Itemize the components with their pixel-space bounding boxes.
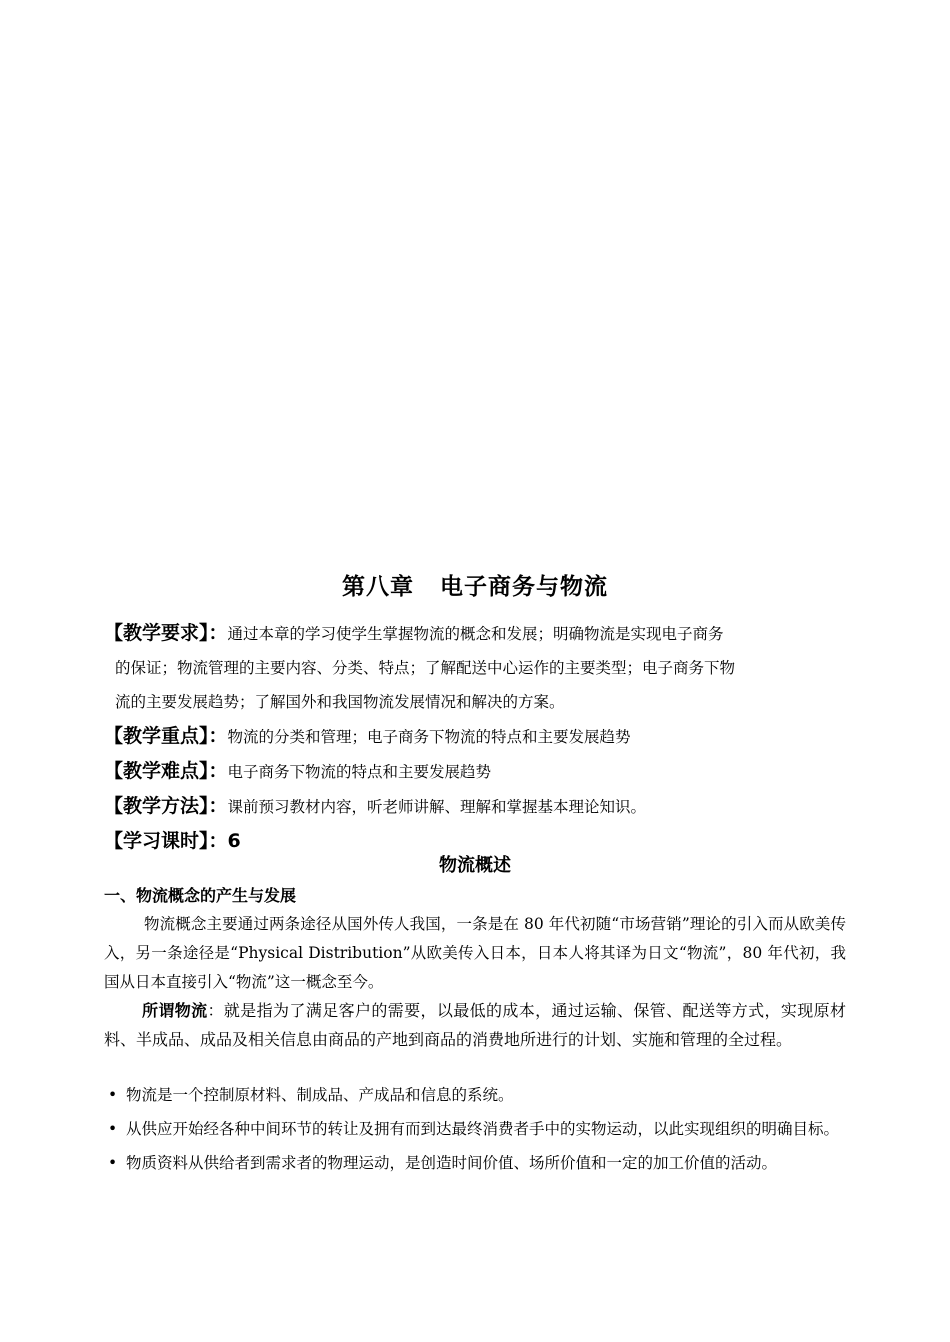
meta-value: 课前预习教材内容，听老师讲解、理解和掌握基本理论知识。: [227, 798, 647, 816]
list-item: [104, 1149, 846, 1177]
teaching-difficulties: [104, 754, 846, 789]
section-title: 物流概述: [439, 855, 511, 876]
definition-term: 所谓物流: [142, 1001, 208, 1020]
bullet-icon: •: [108, 1154, 118, 1172]
meta-key: 【学习课时】: [104, 830, 209, 852]
teaching-info: [104, 616, 846, 859]
teaching-requirements-cont-1: 的保证；物流管理的主要内容、分类、特点；了解配送中心运作的主要类型；电子商务下物: [115, 659, 736, 677]
teaching-method: [104, 789, 846, 824]
bullet-icon: •: [108, 1086, 118, 1104]
subsection-title: 一、物流概念的产生与发展: [104, 886, 297, 905]
teaching-key-points: [104, 719, 846, 754]
meta-sep: ：: [208, 795, 228, 817]
meta-sep: ：: [208, 760, 228, 782]
meta-sep: ：: [208, 622, 228, 644]
paragraph-text: 物流概念主要通过两条途径从国外传人我国，一条是在 80 年代初随“市场营销”理论的引入而从欧美传入，另一条途径是“Physical Distribution”从欧美传入日本，日本人将其译为日文“物流”，80 年代初，我国从日本直接引入“物流”这一概念至今。: [104, 915, 846, 991]
bullet-list: [104, 1081, 846, 1183]
list-item-text: 从供应开始经各种中间环节的转让及拥有而到达最终消费者手中的实物运动，以此实现组织的明确目标。: [126, 1120, 840, 1138]
chapter-title: [0, 572, 950, 602]
list-item-text: 物质资料从供给者到需求者的物理运动，是创造时间价值、场所价值和一定的加工价值的活动。: [126, 1154, 778, 1172]
list-item-text: 物流是一个控制原材料、制成品、产成品和信息的系统。: [126, 1086, 514, 1104]
meta-key: 【教学重点】: [104, 725, 209, 747]
meta-value: 电子商务下物流的特点和主要发展趋势: [227, 763, 492, 781]
definition-text: ：就是指为了满足客户的需要，以最低的成本，通过运输、保管、配送等方式，实现原材料、半成品、成品及相关信息由商品的产地到商品的消费地所进行的计划、实施和管理的全过程。: [104, 1001, 846, 1049]
teaching-requirements: [104, 616, 846, 651]
list-item: [104, 1081, 846, 1109]
bullet-icon: •: [108, 1120, 118, 1138]
chapter-number: 第八章: [342, 574, 414, 600]
meta-sep: ：: [208, 830, 228, 852]
meta-sep: ：: [208, 725, 228, 747]
paragraph-origin: [104, 910, 846, 997]
paragraph-definition: [104, 996, 846, 1054]
meta-value: 物流的分类和管理；电子商务下物流的特点和主要发展趋势: [227, 728, 631, 746]
meta-key: 【教学方法】: [104, 795, 209, 817]
meta-value: 6: [227, 830, 241, 852]
teaching-requirements-cont-2: 流的主要发展趋势；了解国外和我国物流发展情况和解决的方案。: [115, 693, 565, 711]
list-item: [104, 1115, 846, 1143]
meta-key: 【教学要求】: [104, 622, 209, 644]
chapter-name: 电子商务与物流: [440, 574, 608, 600]
meta-key: 【教学难点】: [104, 760, 209, 782]
meta-value: 通过本章的学习使学生掌握物流的概念和发展；明确物流是实现电子商务: [227, 625, 724, 643]
